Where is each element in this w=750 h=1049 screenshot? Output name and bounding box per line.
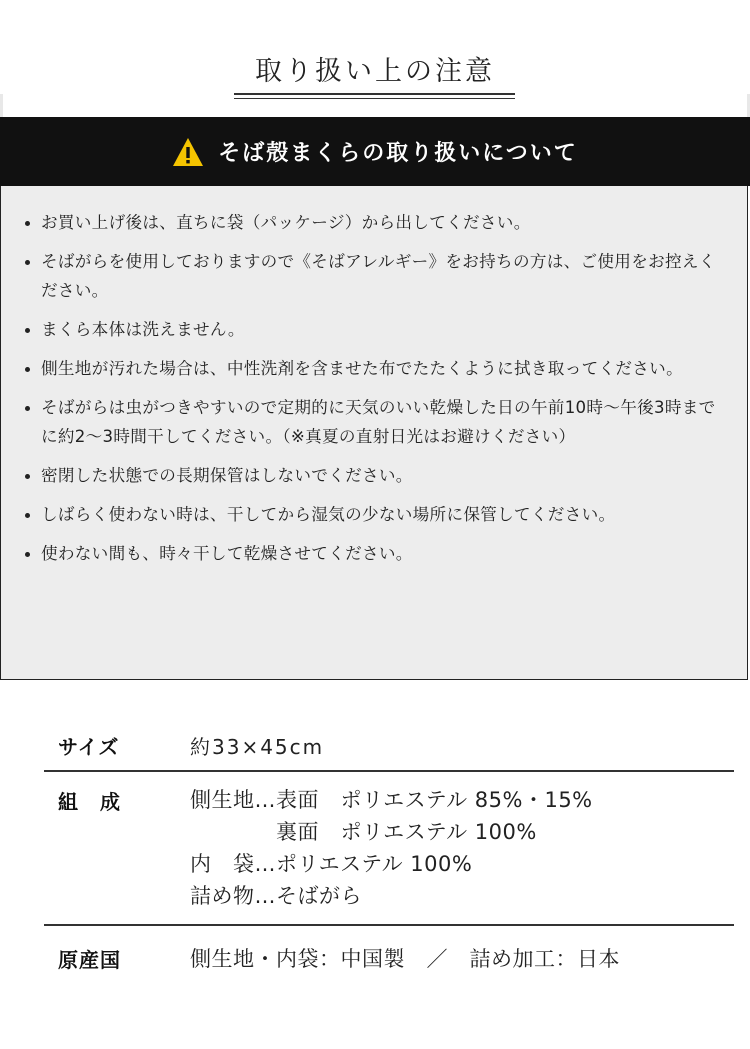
spec-value-size: 約33×45cm (190, 734, 325, 759)
caution-item: 側生地が汚れた場合は、中性洗剤を含ませた布でたたくように拭き取ってください。 (41, 354, 729, 383)
caution-item: そばがらを使用しておりますので《そばアレルギー》をお持ちの方は、ご使用をお控えください。 (41, 247, 729, 305)
spec-value-composition (190, 784, 593, 912)
page-title: 取り扱い上の注意 (255, 56, 495, 87)
caution-panel (0, 186, 748, 680)
caution-item: しばらく使わない時は、干してから湿気の少ない場所に保管してください。 (41, 500, 729, 529)
spec-table (44, 720, 734, 990)
page-header (0, 0, 750, 117)
spec-value-origin: 側生地・内袋：中国製 ／ 詰め加工：日本 (190, 947, 620, 971)
caution-item: まくら本体は洗えません。 (41, 315, 729, 344)
spec-label-size: サイズ (58, 734, 120, 759)
composition-line: 側生地…表面 ポリエステル 85%・15% (190, 788, 593, 812)
warning-triangle-icon (172, 137, 204, 167)
caution-heading: そば殻まくらの取り扱いについて (218, 141, 578, 166)
composition-line: 詰め物…そばがら (190, 884, 362, 908)
spec-label-composition: 組 成 (58, 790, 121, 814)
spec-row-origin (44, 926, 734, 990)
caution-item: そばがらは虫がつきやすいので定期的に天気のいい乾燥した日の午前10時〜午後3時までに約2〜3時間干してください。（※真夏の直射日光はお避けください） (41, 393, 729, 451)
caution-item: 密閉した状態での長期保管はしないでください。 (41, 461, 729, 490)
composition-line: 裏面 ポリエステル 100% (190, 820, 537, 844)
spec-row-size (44, 720, 734, 770)
title-underline-thick (234, 93, 515, 95)
caution-item: 使わない間も、時々干して乾燥させてください。 (41, 539, 729, 568)
caution-heading-bar (0, 117, 750, 186)
header-edge-left (0, 94, 3, 117)
caution-list (1, 186, 747, 568)
composition-line: 内 袋…ポリエステル 100% (190, 852, 473, 876)
spec-row-composition (44, 772, 734, 924)
title-underline-thin (234, 98, 515, 99)
caution-item: お買い上げ後は、直ちに袋（パッケージ）から出してください。 (41, 208, 729, 237)
spec-label-origin: 原産国 (58, 947, 121, 972)
